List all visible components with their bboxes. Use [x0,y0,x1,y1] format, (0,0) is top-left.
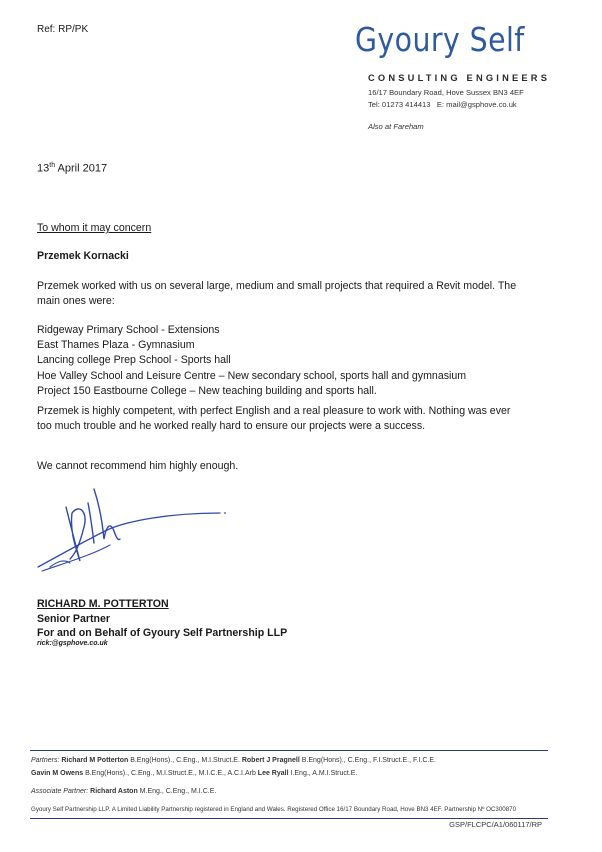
footer-bottom-rule [30,818,548,819]
signer-block [37,597,287,641]
partner-name: Richard M Potterton [61,757,129,764]
associate-quals: M.Eng., C.Eng., M.I.C.E. [137,788,217,795]
company-address-block [368,87,524,111]
intro-line: main ones were: [37,294,115,307]
document-reference: GSP/FLCPC/A1/060117/RP [449,820,542,829]
intro-line: Przemek worked with us on several large, medium and small projects that required a Revit model. The [37,280,517,292]
closing-statement: We cannot recommend him highly enough. [37,460,239,472]
project-item: Project 150 Eastbourne College – New teaching building and sports hall. [37,384,377,397]
associate-partner-line [31,788,216,795]
partners-label: Partners: [31,757,60,764]
partner-name: Lee Ryall [257,770,289,777]
signer-on-behalf: For and on Behalf of Gyoury Self Partnership LLP [37,627,288,640]
date-suffix: th [49,162,56,169]
footer-top-rule [30,750,548,751]
handwritten-signature [30,483,240,583]
signer-name: RICHARD M. POTTERTON [37,598,169,610]
letter-date [37,162,107,175]
signer-title: Senior Partner [37,612,111,625]
partners-line-2 [31,770,357,777]
company-logo: Gyoury Self [355,20,525,59]
company-tel: Tel: 01273 414413 [368,100,431,109]
company-contact [368,99,524,111]
partner-quals: B.Eng(Hons)., C.Eng., M.I.Struct.E. [128,757,242,764]
signer-email: rick:@gsphove.co.uk [37,640,108,647]
company-tagline: CONSULTING ENGINEERS [368,73,551,83]
project-list [37,323,466,399]
project-item: Hoe Valley School and Leisure Centre – New secondary school, sports hall and gymnasium [37,369,467,382]
project-item: East Thames Plaza - Gymnasium [37,339,195,352]
praise-paragraph [37,404,510,433]
associate-label: Associate Partner: [31,788,89,795]
praise-line: Przemek is highly competent, with perfect English and a real pleasure to work with. Nothing was ever [37,405,511,417]
associate-name: Richard Aston [90,788,138,795]
partner-quals: B.Eng(Hons)., C.Eng., M.I.Struct.E., M.I.C.E., A.C.I.Arb [83,770,258,777]
reference-number: Ref: RP/PK [37,24,89,35]
partners-line-1 [31,757,436,764]
also-at-note: Also at Fareham [368,122,424,131]
intro-paragraph [37,279,516,308]
project-item: Lancing college Prep School - Sports hall [37,354,231,367]
salutation: To whom it may concern [37,222,152,234]
company-email: E: mail@gsphove.co.uk [436,100,517,109]
partner-name: Robert J Pragnell [241,757,300,764]
legal-notice: Gyoury Self Partnership LLP. A Limited Liability Partnership registered in England and Wales. Registered Office 16/17 Boundary Road, Hove BN3 4EF. Partnership Nº OC300870 [31,806,517,813]
date-day: 13 [37,162,50,175]
company-address: 16/17 Boundary Road, Hove Sussex BN3 4EF [368,88,524,97]
praise-line: too much trouble and he worked really hard to ensure our projects were a success. [37,419,426,432]
partner-name: Gavin M Owens [31,770,84,777]
partner-quals: I.Eng., A.M.I.Struct.E. [288,770,358,777]
partner-quals: B.Eng(Hons)., C.Eng., F.I.Struct.E., F.I.C.E. [299,757,436,764]
project-item: Ridgeway Primary School - Extensions [37,324,220,336]
subject-name: Przemek Kornacki [37,250,129,262]
date-month-year: April 2017 [55,162,108,175]
